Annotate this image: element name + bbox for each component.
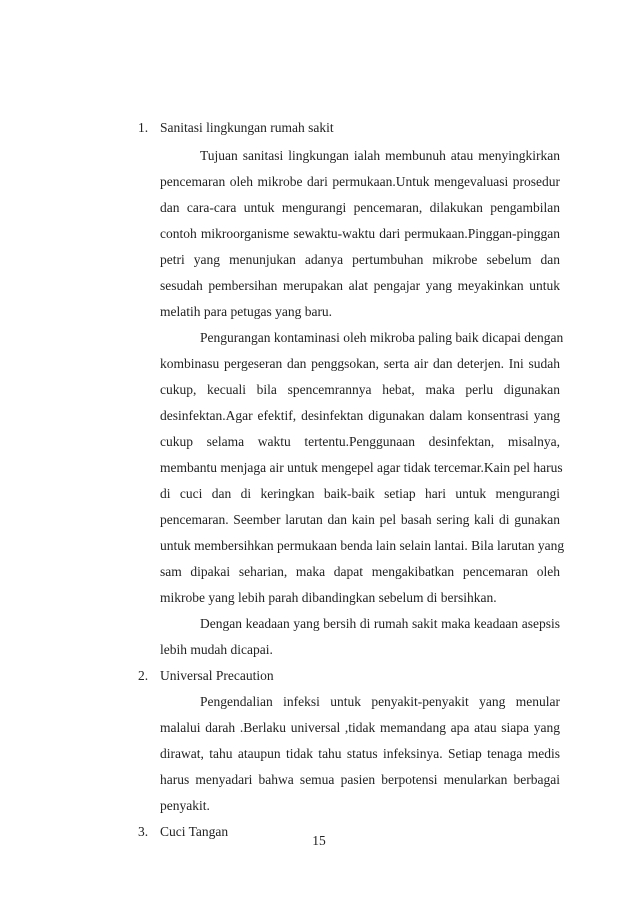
text-line: desinfektan.Agar efektif, desinfektan digunakan dalam konsentrasi yang bbox=[160, 408, 560, 423]
text-line: cukup, kecuali bila spencemrannya hebat, maka perlu digunakan bbox=[160, 382, 560, 397]
text-line: lebih mudah dicapai. bbox=[160, 642, 273, 657]
text-line: dan cara-cara untuk mengurangi pencemaran, dilakukan pengambilan bbox=[160, 200, 560, 215]
text-line: Dengan keadaan yang bersih di rumah sakit maka keadaan asepsis bbox=[200, 616, 560, 631]
text-line: penyakit. bbox=[160, 798, 210, 813]
text-line: membantu menjaga air untuk mengepel agar tidak tercemar.Kain pel harus bbox=[160, 460, 563, 475]
text-line: pencemaran oleh mikrobe dari permukaan.Untuk mengevaluasi prosedur bbox=[160, 174, 560, 189]
text-line: Tujuan sanitasi lingkungan ialah membunuh atau menyingkirkan bbox=[200, 148, 560, 163]
text-line: pencemaran. Seember larutan dan kain pel basah sering kali di gunakan bbox=[160, 512, 560, 527]
section-heading: Sanitasi lingkungan rumah sakit bbox=[160, 120, 334, 135]
text-line: sesudah pembersihan merupakan alat pengajar yang meyakinkan untuk bbox=[160, 278, 560, 293]
text-line: kombinasu pergeseran dan penggsokan, serta air dan deterjen. Ini sudah bbox=[160, 356, 560, 371]
section-heading: Cuci Tangan bbox=[160, 824, 229, 839]
page-number: 15 bbox=[312, 833, 326, 848]
list-number: 2. bbox=[138, 668, 149, 683]
list-number: 1. bbox=[138, 120, 149, 135]
text-line: harus menyadari bahwa semua pasien berpotensi menularkan berbagai bbox=[160, 772, 560, 787]
text-line: sam dipakai seharian, maka dapat mengakibatkan pencemaran oleh bbox=[160, 564, 560, 579]
text-line: Pengendalian infeksi untuk penyakit-penyakit yang menular bbox=[200, 694, 560, 709]
text-line: melatih para petugas yang baru. bbox=[160, 304, 333, 319]
text-line: contoh mikroorganisme sewaktu-waktu dari permukaan.Pinggan-pinggan bbox=[160, 226, 560, 241]
list-number: 3. bbox=[138, 824, 149, 839]
text-line: di cuci dan di keringkan baik-baik setiap hari untuk mengurangi bbox=[160, 486, 560, 501]
text-line: mikrobe yang lebih parah dibandingkan sebelum di bersihkan. bbox=[160, 590, 497, 605]
text-line: dirawat, tahu ataupun tidak tahu status infeksinya. Setiap tenaga medis bbox=[160, 746, 560, 761]
text-line: malalui darah .Berlaku universal ,tidak memandang apa atau siapa yang bbox=[160, 720, 560, 735]
text-line: petri yang menunjukan adanya pertumbuhan mikrobe sebelum dan bbox=[160, 252, 560, 267]
text-line: untuk membersihkan permukaan benda lain selain lantai. Bila larutan yang bbox=[160, 538, 565, 553]
text-line: cukup selama waktu tertentu.Penggunaan desinfektan, misalnya, bbox=[160, 434, 560, 449]
text-line: Pengurangan kontaminasi oleh mikroba paling baik dicapai dengan bbox=[200, 330, 564, 345]
section-heading: Universal Precaution bbox=[160, 668, 274, 683]
